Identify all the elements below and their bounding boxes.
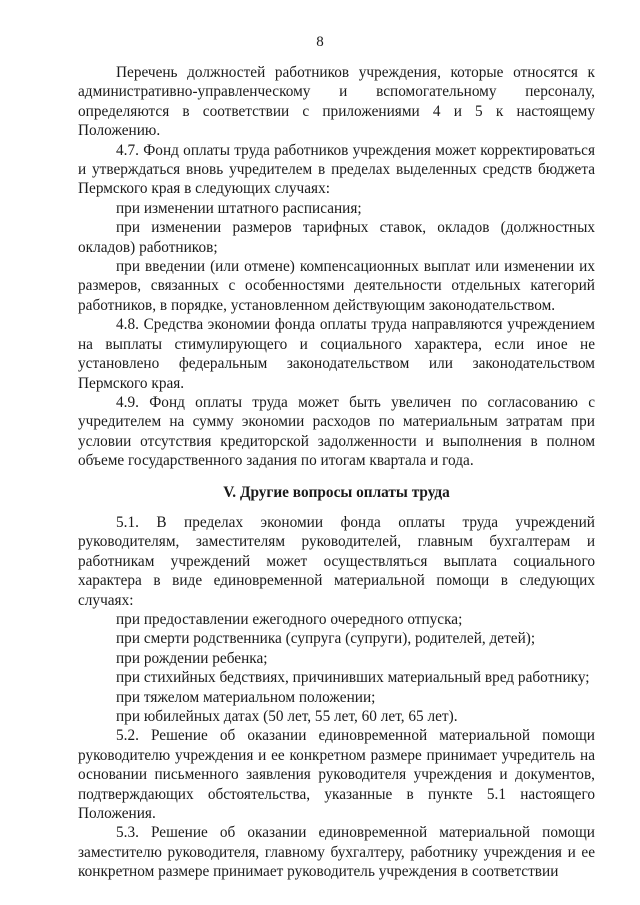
list-item: при предоставлении ежегодного очередного отпуска;	[116, 610, 463, 628]
paragraph-5-2: 5.2. Решение об оказании единовременной материальной помощи руководителю учреждения и ее конкретном размере принимает учредитель на основании письменного заявления руководителя учреждения и документов, подтверждающих обстоятельства, указанные в пункте 5.1 настоящего Положения.	[78, 727, 595, 823]
list-item: при введении (или отмене) компенсационных выплат или изменении их размеров, связанных с особенностями деятельности отдельных категорий работников, в порядке, установленном действующим законодательством.	[78, 258, 595, 314]
paragraph-5-1: 5.1. В пределах экономии фонда оплаты труда учреждений руководителям, заместителям руководителей, главным бухгалтерам и работникам учреждений может осуществляться выплата социального характера в виде единовременной материальной помощи в следующих случаях:	[78, 513, 595, 609]
list-item: при стихийных бедствиях, причинивших материальный вред работнику;	[116, 669, 590, 687]
list-item: при тяжелом материальном положении;	[116, 688, 376, 706]
list-item: при изменении штатного расписания;	[116, 199, 362, 217]
paragraph-4-8: 4.8. Средства экономии фонда оплаты труда направляются учреждением на выплаты стимулирующего и социального характера, если иное не установлено федеральным законодательством или законодательством Пермского края.	[78, 316, 595, 392]
list-item: при рождении ребенка;	[116, 649, 268, 667]
section-heading: V. Другие вопросы оплаты труда	[223, 483, 450, 501]
paragraph-5-3: 5.3. Решение об оказании единовременной материальной помощи заместителю руководителя, главному бухгалтеру, работнику учреждения и ее конкретном размере принимает руководитель учреждения в соответствии	[78, 824, 595, 881]
paragraph-staff-list: Перечень должностей работников учреждения, которые относятся к административно-управленческому и вспомогательному персоналу, определяются в соответствии с приложениями 4 и 5 к настоящему Положению.	[78, 64, 595, 140]
page-number: 8	[316, 34, 324, 50]
list-item: при изменении размеров тарифных ставок, окладов (должностных окладов) работников;	[78, 219, 595, 256]
document-body	[78, 63, 595, 882]
paragraph-4-9: 4.9. Фонд оплаты труда может быть увеличен по согласованию с учредителем на сумму экономии расходов по материальным затратам при условии отсутствия кредиторской задолженности и выполнения в полном объеме государственного задания по итогам квартала и года.	[78, 393, 595, 470]
list-item: при смерти родственника (супруга (супруги), родителей, детей);	[116, 630, 536, 648]
paragraph-4-7: 4.7. Фонд оплаты труда работников учреждения может корректироваться и утверждаться вновь учредителем в пределах выделенных средств бюджета Пермского края в следующих случаях:	[78, 141, 595, 198]
list-item: при юбилейных датах (50 лет, 55 лет, 60 лет, 65 лет).	[116, 708, 458, 725]
